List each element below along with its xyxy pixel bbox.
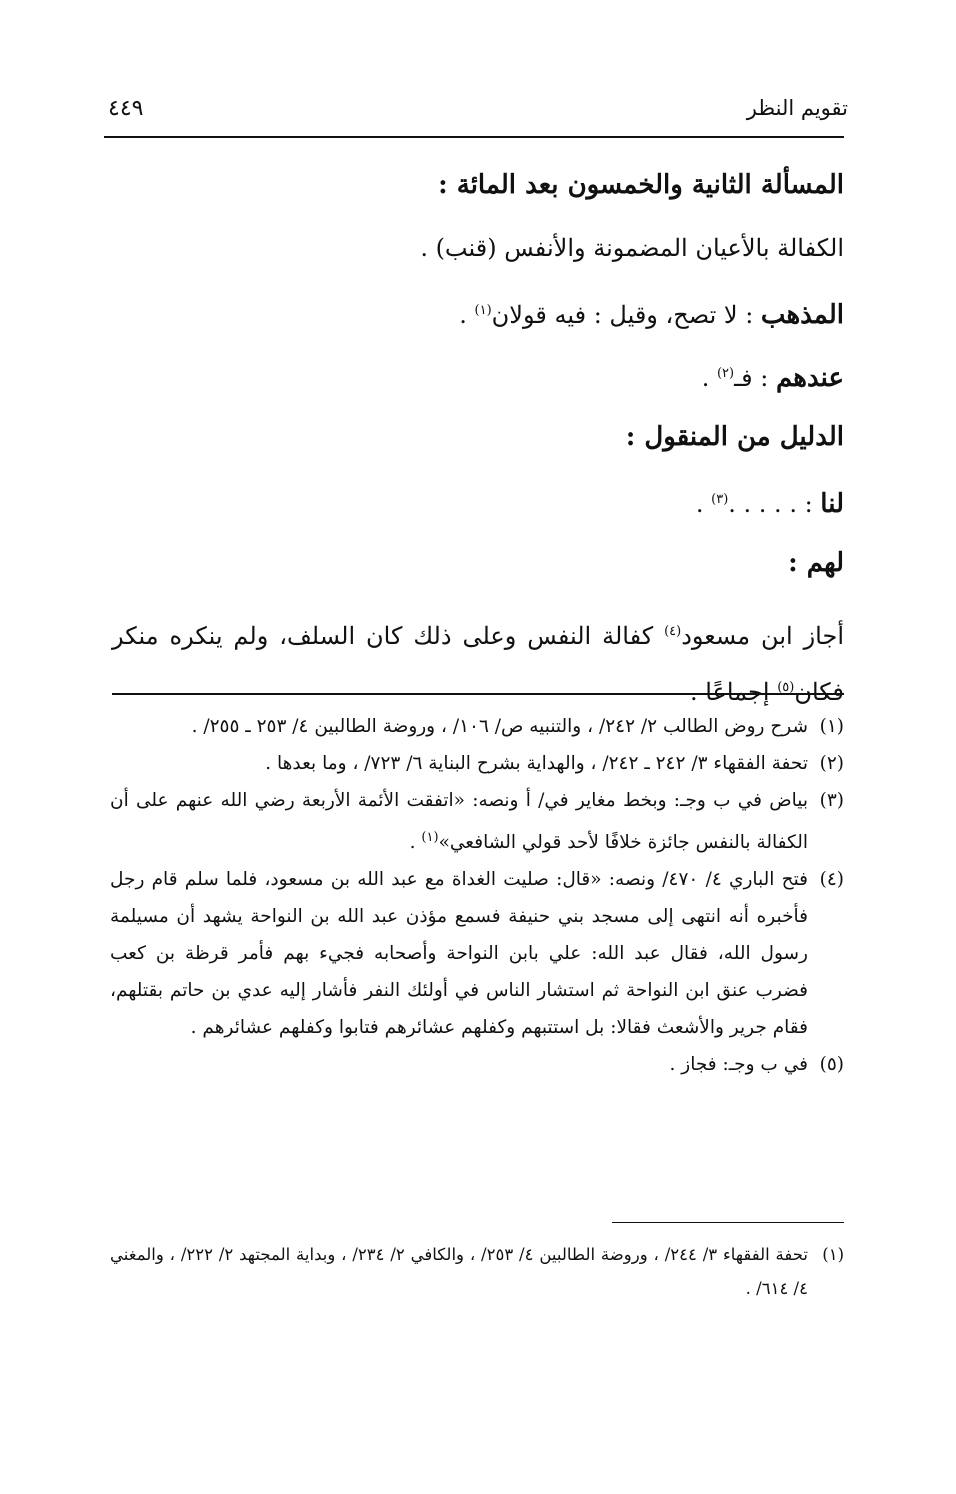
lana-line: لنا : . . . . .$^{(٣)}$ .	[695, 489, 844, 519]
footnote-text-wrap	[110, 782, 808, 861]
footnote-number: (٢)	[819, 753, 844, 774]
footnote-number: (٣)	[819, 790, 844, 811]
footnote-text: شرح روض الطالب ٢/ ٢٤٢/ ، والتنبيه ص/ ١٠٦/ ، وروضة الطالبين ٤/ ٢٥٣ ـ ٢٥٥/ .	[191, 716, 808, 737]
footnote-number: (٥)	[819, 1054, 844, 1076]
footnote-number: (١)	[822, 1245, 844, 1264]
footnote-text: في ب وجـ: فجاز .	[669, 1054, 808, 1076]
evidence-heading	[112, 417, 844, 480]
header-rule	[104, 136, 844, 138]
evidence-heading-text: الدليل من المنقول :	[625, 422, 844, 452]
footnote-item	[110, 1238, 844, 1306]
footnote-item	[110, 1046, 844, 1083]
footnote-ref: (١)	[474, 303, 492, 318]
footnote-ref: (١)	[421, 830, 439, 845]
footnote-text: تحفة الفقهاء ٣/ ٢٤٢ ـ ٢٤٢/ ، والهداية بشرح البناية ٦/ ٧٢٣/ ، وما بعدها .	[265, 753, 808, 774]
sub-footnotes	[110, 1238, 844, 1306]
footnote-ref: (٣)	[711, 492, 729, 507]
footnote-text: تحفة الفقهاء ٣/ ٢٤٤/ ، وروضة الطالبين ٤/ ٢٥٣/ ، والكافي ٢/ ٢٣٤/ ، وبداية المجتهد ٢/ ٢٢٢/ ، والمغني ٤/ ٦١٤/ .	[110, 1245, 808, 1298]
footnote-rule	[112, 693, 844, 695]
indahum-label: عندهم	[775, 363, 844, 393]
footnotes	[110, 708, 844, 1083]
footnote-item	[110, 745, 844, 782]
madhhab-line: المذهب : لا تصح، وقيل : فيه قولان$^{(١)}$ .	[459, 300, 844, 330]
sub-footnote-rule	[612, 1222, 844, 1223]
footnote-item	[110, 861, 844, 1046]
paragraph-part: إجماعًا .	[689, 678, 778, 706]
running-header-title: تقويم النظر	[746, 96, 848, 120]
footnote-text: بياض في ب وجـ: وبخط مغاير في/ أ ونصه: «اتفقت الأئمة الأربعة رضي الله عنهم على أن الكفالة بالنفس جائزة خلافًا لأحد قولي الشافعي»	[110, 790, 808, 854]
main-text	[112, 165, 844, 718]
lahum-paragraph	[112, 606, 844, 718]
paragraph-part: كفالة النفس وعلى ذلك كان السلف، ولم ينكره منكر فكان	[112, 622, 844, 706]
paragraph-part: أجاز ابن مسعود	[681, 622, 844, 650]
footnote-text: فتح الباري ٤/ ٤٧٠/ ونصه: «قال: صليت الغداة مع عبد الله بن مسعود، فلما سلم قام رجل فأخبره أنه انتهى إلى مسجد بني حنيفة فسمع مؤذن عبد الله بن النواحة يشهد أن مسيلمة رسول الله، فقال عبد الله: علي بابن النواحة وأصحابه فجيء بهم فأمر قرظة بن كعب فضرب عنق ابن النواحة ثم استشار الناس في أولئك النفر فأشار إليه عدي بن حاتم بقتلهم، فقام جرير والأشعث فقالا: بل استتبهم وكفلهم عشائرهم فتابوا وكفلهم عشائرهم .	[110, 869, 808, 1039]
footnote-ref: (٢)	[716, 366, 735, 381]
issue-heading	[112, 165, 844, 228]
lahum-line	[112, 543, 844, 606]
indahum-text: : فـ	[734, 364, 769, 392]
footnote-number: (١)	[819, 716, 844, 737]
madhhab-label: المذهب	[760, 300, 844, 330]
issue-topic: الكفالة بالأعيان المضمونة والأنفس (قنب) .	[420, 234, 844, 262]
footnote-ref: (٤)	[664, 624, 682, 639]
issue-heading-text: المسألة الثانية والخمسون بعد المائة :	[438, 170, 844, 200]
madhhab-text: : لا تصح، وقيل : فيه قولان	[491, 301, 754, 329]
footnote-item	[110, 782, 844, 861]
lana-text: : . . . . .	[728, 490, 813, 518]
footnote-tail: .	[409, 832, 422, 854]
lahum-label: لهم :	[788, 548, 844, 578]
lana-label: لنا	[820, 489, 844, 519]
footnote-number: (٤)	[819, 869, 844, 891]
footnote-ref: (٥)	[777, 680, 795, 695]
footnote-item	[110, 708, 844, 745]
page-number: ٤٤٩	[108, 96, 144, 121]
indahum-line: عندهم : فـ$^{(٢)}$ .	[701, 363, 844, 393]
